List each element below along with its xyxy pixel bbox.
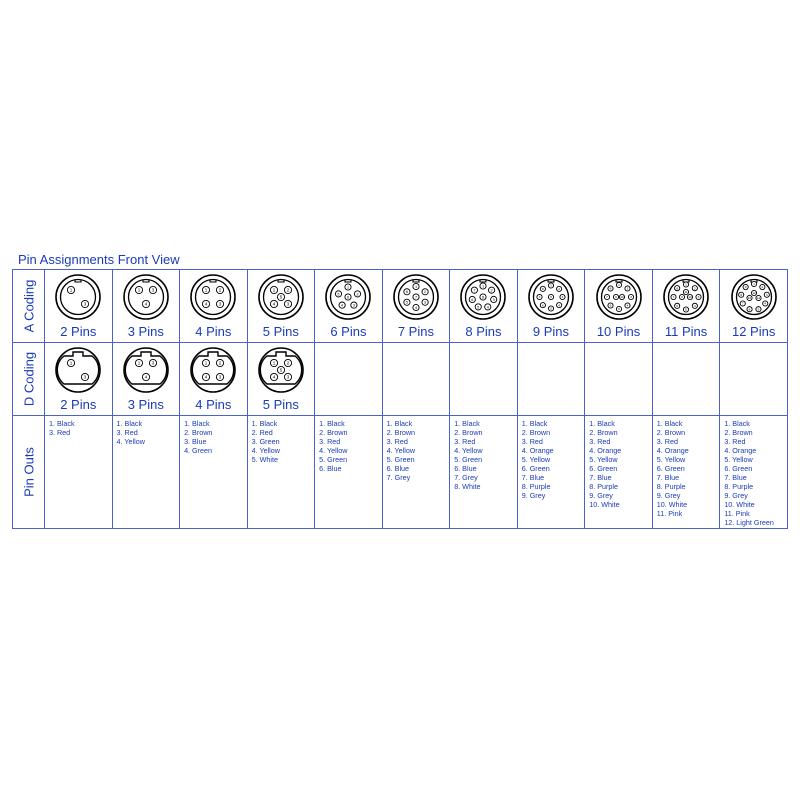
- pin-number: 6: [541, 303, 544, 308]
- pin-number: 4: [272, 374, 276, 380]
- pin-number: 8: [541, 286, 544, 291]
- pin-number: 6: [471, 297, 474, 302]
- pin-outs-cell: [180, 416, 248, 529]
- pin-color-item: 7. Blue: [656, 473, 680, 482]
- pin-color-list: [319, 419, 382, 473]
- pin-color-item: 2. Brown: [724, 428, 753, 437]
- pin-count-label: 5 Pins: [262, 397, 299, 412]
- pin-number: 2: [694, 286, 696, 291]
- pin-number: 9: [744, 285, 747, 290]
- pin-number: 4: [205, 301, 208, 307]
- d-coding-cell: [112, 343, 180, 416]
- pin-color-item: 5. Green: [386, 455, 415, 464]
- a-coding-cell: [180, 270, 248, 343]
- pin-number: 2: [558, 286, 560, 291]
- pin-color-item: 5. Yellow: [521, 455, 551, 464]
- pin-color-item: 9. Grey: [724, 491, 748, 500]
- d-coding-1-connector-icon: [54, 346, 102, 394]
- pin-number: 1: [685, 282, 687, 287]
- pin-number: 11: [756, 296, 760, 301]
- pin-count-label: 7 Pins: [397, 324, 434, 339]
- pin-color-item: 2. Brown: [184, 428, 213, 437]
- pin-number: 3: [629, 295, 632, 300]
- pin-number: 5: [279, 367, 283, 373]
- pin-number: 4: [626, 303, 628, 308]
- pin-outs-cell: [247, 416, 315, 529]
- pin-color-item: 3. Red: [454, 437, 476, 446]
- a-coding-7-connector-icon: [459, 273, 507, 321]
- d-coding-cell: [382, 343, 450, 416]
- pin-number: 6: [405, 290, 408, 295]
- pin-outs-row: [13, 416, 788, 529]
- pin-color-item: 1. Black: [386, 419, 413, 428]
- pin-color-item: 1. Black: [521, 419, 548, 428]
- pin-count-label: 10 Pins: [596, 324, 641, 339]
- diagram-title: Pin Assignments Front View: [18, 252, 180, 267]
- pin-count-label: 6 Pins: [330, 324, 367, 339]
- pin-number: 3: [219, 301, 222, 307]
- d-coding-cell: [315, 343, 383, 416]
- pin-color-item: 1. Black: [589, 419, 615, 428]
- pin-number: 1: [272, 360, 276, 366]
- pin-color-item: 4. Green: [184, 446, 213, 455]
- connector-inner-ring: [196, 280, 231, 315]
- pin-number: 4: [341, 303, 344, 308]
- connector-d-body: [193, 352, 234, 384]
- pin-number: 1: [70, 360, 73, 366]
- pin-number: 5: [477, 305, 480, 310]
- pin-color-item: 4. Yellow: [454, 446, 483, 455]
- d-coding-cell: [450, 343, 518, 416]
- a-coding-9-connector-icon: [595, 273, 643, 321]
- a-coding-header: [13, 270, 45, 343]
- pin-number: 2: [761, 285, 763, 290]
- pin-color-item: 3. Blue: [184, 437, 207, 446]
- pin-number: 1: [137, 287, 141, 293]
- pin-number: 5: [337, 292, 340, 297]
- pin-color-item: 10. White: [724, 500, 755, 509]
- pin-color-item: 6. Blue: [319, 464, 342, 473]
- pin-number: 3: [219, 374, 222, 380]
- pin-color-item: 2. Brown: [656, 428, 686, 437]
- pin-color-list: [522, 419, 585, 500]
- pin-color-item: 5. Green: [454, 455, 483, 464]
- pin-number: 4: [487, 305, 490, 310]
- pin-color-item: 12. Light Green: [724, 518, 774, 527]
- pin-color-item: 9. Grey: [521, 491, 546, 500]
- pin-color-item: 6. Green: [656, 464, 685, 473]
- a-coding-3-connector-icon: [189, 273, 237, 321]
- pin-outs-header: [13, 416, 45, 529]
- pin-color-item: 3. Red: [319, 437, 341, 446]
- a-coding-cell: [247, 270, 315, 343]
- pin-color-item: 4. Yellow: [319, 446, 348, 455]
- pin-color-item: 3. Red: [116, 428, 138, 437]
- pin-number: 5: [685, 307, 687, 312]
- pin-count-label: 4 Pins: [195, 397, 232, 412]
- pin-count-label: 5 Pins: [262, 324, 299, 339]
- connector-outer-ring: [56, 348, 100, 392]
- pin-number: 10: [619, 295, 624, 300]
- pin-color-item: 7. Blue: [724, 473, 747, 482]
- pin-number: 5: [550, 306, 552, 311]
- a-coding-8-connector-icon: [527, 273, 575, 321]
- pin-color-item: 2. Brown: [454, 428, 483, 437]
- pin-outs-cell: [45, 416, 113, 529]
- pin-number: 6: [609, 303, 611, 308]
- pin-color-list: [184, 419, 247, 455]
- pin-color-item: 4. Orange: [724, 446, 757, 455]
- pin-count-label: 12 Pins: [731, 324, 776, 339]
- pin-color-item: 4. Yellow: [251, 446, 280, 455]
- pin-color-item: 6. Green: [521, 464, 550, 473]
- d-coding-row: [13, 343, 788, 416]
- pin-color-item: 7. Blue: [521, 473, 545, 482]
- a-coding-6-connector-icon: [392, 273, 440, 321]
- a-coding-cell: [450, 270, 518, 343]
- pin-number: 2: [286, 360, 290, 366]
- pin-number: 6: [748, 307, 751, 312]
- pin-color-item: 7. Grey: [454, 473, 478, 482]
- pin-color-item: 1. Black: [184, 419, 210, 428]
- a-coding-1-connector-icon: [54, 273, 102, 321]
- pin-number: 2: [423, 290, 427, 295]
- pin-number: 4: [272, 301, 276, 307]
- connector-inner-ring: [61, 280, 96, 315]
- pin-color-item: 3. Red: [386, 437, 408, 446]
- pin-count-label: 3 Pins: [127, 397, 164, 412]
- connector-d-body: [58, 352, 99, 384]
- pin-number: 1: [272, 287, 276, 293]
- pin-color-item: 4. Yellow: [116, 437, 145, 446]
- pin-color-item: 6. Blue: [454, 464, 477, 473]
- pin-number: 3: [151, 287, 155, 293]
- a-coding-4-connector-icon: [257, 273, 305, 321]
- pin-count-label: 2 Pins: [60, 324, 97, 339]
- a-coding-cell: [585, 270, 653, 343]
- a-coding-2-connector-icon: [122, 273, 170, 321]
- pin-number: 7: [741, 301, 744, 306]
- pin-count-label: 2 Pins: [60, 397, 97, 412]
- a-coding-row: [13, 270, 788, 343]
- pin-color-item: 4. Orange: [521, 446, 554, 455]
- pin-color-item: 10. White: [656, 500, 688, 509]
- pin-color-item: 8. Purple: [521, 482, 551, 491]
- pin-number: 4: [764, 301, 766, 306]
- a-coding-cell: [720, 270, 788, 343]
- pin-color-list: [387, 419, 450, 482]
- pin-number: 2: [490, 288, 494, 293]
- pin-color-list: [724, 419, 787, 527]
- pin-number: 2: [219, 360, 222, 366]
- d-coding-3-connector-icon: [189, 346, 237, 394]
- pin-color-item: 9. Grey: [589, 491, 613, 500]
- pin-count-label: 11 Pins: [664, 324, 708, 339]
- pin-number: 8: [609, 286, 611, 291]
- pin-color-item: 3. Red: [521, 437, 543, 446]
- pin-color-item: 6. Green: [589, 464, 618, 473]
- pin-number: 12: [751, 291, 756, 296]
- pin-number: 7: [672, 295, 675, 300]
- d-coding-cell: [585, 343, 653, 416]
- pin-color-item: 7. Blue: [589, 473, 612, 482]
- pin-number: 8: [739, 292, 742, 297]
- a-coding-11-connector-icon: [730, 273, 778, 321]
- a-coding-label: A Coding: [21, 279, 36, 333]
- pin-outs-cell: [112, 416, 180, 529]
- pin-number: 4: [205, 374, 208, 380]
- d-coding-cell: [180, 343, 248, 416]
- pin-number: 1: [482, 284, 485, 289]
- pin-color-list: [117, 419, 180, 446]
- a-coding-10-connector-icon: [662, 273, 710, 321]
- pin-number: 1: [205, 287, 208, 293]
- pin-color-item: 2. Red: [251, 428, 273, 437]
- d-coding-cell: [45, 343, 113, 416]
- a-coding-5-connector-icon: [324, 273, 372, 321]
- pin-color-item: 7. Grey: [386, 473, 411, 482]
- pin-color-item: 3. Red: [656, 437, 678, 446]
- pin-number: 5: [757, 307, 759, 312]
- d-coding-cell: [247, 343, 315, 416]
- a-coding-cell: [517, 270, 585, 343]
- pin-color-item: 1. Black: [49, 419, 75, 428]
- pin-color-item: 11. Pink: [656, 509, 683, 518]
- d-coding-header: [13, 343, 45, 416]
- pin-color-item: 1. Black: [656, 419, 683, 428]
- pin-number: 4: [694, 303, 696, 308]
- a-coding-cell: [382, 270, 450, 343]
- pin-number: 10: [747, 296, 751, 301]
- pin-color-item: 5. Yellow: [656, 455, 686, 464]
- pin-outs-cell: [652, 416, 720, 529]
- a-coding-cell: [652, 270, 720, 343]
- pin-number: 6: [347, 295, 350, 300]
- pin-number: 1: [70, 287, 73, 293]
- pin-number: 9: [681, 295, 683, 300]
- pin-color-item: 1. Black: [454, 419, 480, 428]
- pin-number: 5: [405, 300, 408, 305]
- d-coding-cell: [720, 343, 788, 416]
- pin-number: 1: [550, 283, 552, 288]
- pin-count-label: 4 Pins: [195, 324, 232, 339]
- pin-color-item: 1. Black: [319, 419, 345, 428]
- pin-color-item: 5. Green: [319, 455, 348, 464]
- pin-number: 4: [414, 305, 417, 310]
- pin-color-item: 4. Yellow: [386, 446, 416, 455]
- pin-color-item: 5. Yellow: [589, 455, 618, 464]
- a-coding-cell: [315, 270, 383, 343]
- pin-color-item: 1. Black: [724, 419, 750, 428]
- d-coding-4-connector-icon: [257, 346, 305, 394]
- pin-number: 6: [676, 303, 679, 308]
- d-coding-2-connector-icon: [122, 346, 170, 394]
- connector-outer-ring: [191, 348, 235, 392]
- pin-number: 5: [279, 294, 283, 300]
- pin-number: 3: [765, 292, 768, 297]
- pin-outs-cell: [720, 416, 788, 529]
- d-coding-label: D Coding: [21, 351, 36, 407]
- pin-color-item: 3. Green: [251, 437, 280, 446]
- d-coding-cell: [517, 343, 585, 416]
- pin-count-label: 3 Pins: [127, 324, 164, 339]
- pin-number: 2: [626, 286, 628, 291]
- pin-color-item: 1. Black: [251, 419, 278, 428]
- pin-number: 8: [482, 295, 485, 300]
- pin-color-item: 8. White: [454, 482, 481, 491]
- pin-number: 3: [493, 297, 496, 302]
- pin-number: 1: [205, 360, 208, 366]
- pin-color-item: 3. Red: [589, 437, 611, 446]
- pin-number: 1: [347, 285, 350, 290]
- pin-color-item: 2. Brown: [386, 428, 416, 437]
- pin-number: 3: [84, 374, 87, 380]
- pin-number: 9: [614, 295, 617, 300]
- pin-number: 7: [473, 288, 476, 293]
- pin-color-item: 3. Red: [724, 437, 746, 446]
- pin-number: 4: [558, 303, 560, 308]
- pin-outs-cell: [315, 416, 383, 529]
- pin-color-list: [589, 419, 652, 509]
- pin-number: 3: [286, 374, 290, 380]
- pin-outs-cell: [517, 416, 585, 529]
- pin-color-item: 2. Brown: [319, 428, 348, 437]
- pin-number: 2: [219, 287, 222, 293]
- pin-color-item: 2. Brown: [589, 428, 618, 437]
- pin-outs-label: Pin Outs: [21, 447, 36, 497]
- pin-number: 3: [561, 295, 564, 300]
- pin-number: 1: [137, 360, 141, 366]
- pin-color-list: [454, 419, 517, 491]
- pin-count-label: 9 Pins: [532, 324, 570, 339]
- pin-number: 5: [617, 307, 620, 312]
- pin-number: 3: [353, 303, 356, 308]
- connector-outer-ring: [124, 348, 168, 392]
- pin-assignment-table: [12, 269, 788, 529]
- pin-number: 4: [144, 374, 148, 380]
- pin-color-item: 2. Brown: [521, 428, 551, 437]
- pin-color-item: 5. Yellow: [724, 455, 753, 464]
- pin-number: 3: [423, 300, 427, 305]
- pin-number: 4: [144, 301, 148, 307]
- pin-color-item: 1. Black: [116, 419, 143, 428]
- pin-color-item: 8. Purple: [656, 482, 686, 491]
- pin-color-item: 4. Orange: [589, 446, 622, 455]
- pin-color-item: 8. Purple: [589, 482, 619, 491]
- d-coding-cell: [652, 343, 720, 416]
- pin-number: 7: [605, 295, 608, 300]
- pin-number: 1: [617, 283, 620, 288]
- pin-number: 3: [286, 301, 290, 307]
- pin-color-item: 11. Pink: [724, 509, 750, 518]
- pin-color-list: [252, 419, 315, 464]
- pin-color-item: 4. Orange: [656, 446, 689, 455]
- connector-inner-ring: [128, 280, 163, 315]
- pin-number: 2: [356, 292, 359, 297]
- pin-number: 8: [676, 286, 679, 291]
- pin-number: 7: [538, 295, 541, 300]
- pin-color-item: 8. Purple: [724, 482, 754, 491]
- pin-number: 10: [688, 295, 692, 300]
- pin-count-label: 8 Pins: [465, 324, 502, 339]
- pin-color-list: [657, 419, 720, 518]
- a-coding-cell: [45, 270, 113, 343]
- pin-color-item: 3. Red: [49, 428, 71, 437]
- pin-color-item: 10. White: [589, 500, 620, 509]
- pin-number: 3: [151, 360, 155, 366]
- pin-number: 9: [550, 295, 552, 300]
- pin-number: 1: [414, 284, 417, 289]
- a-coding-cell: [112, 270, 180, 343]
- pin-outs-cell: [585, 416, 653, 529]
- pin-color-item: 6. Green: [724, 464, 753, 473]
- pin-outs-cell: [382, 416, 450, 529]
- pin-number: 11: [684, 290, 688, 295]
- pin-number: 7: [414, 295, 417, 300]
- pin-number: 1: [752, 282, 755, 287]
- pin-color-item: 6. Blue: [386, 464, 410, 473]
- pin-color-list: [49, 419, 112, 437]
- pin-color-item: 5. White: [251, 455, 278, 464]
- pin-number: 2: [286, 287, 290, 293]
- pin-color-item: 9. Grey: [656, 491, 681, 500]
- pin-number: 3: [697, 295, 700, 300]
- pin-outs-cell: [450, 416, 518, 529]
- pin-number: 3: [84, 301, 87, 307]
